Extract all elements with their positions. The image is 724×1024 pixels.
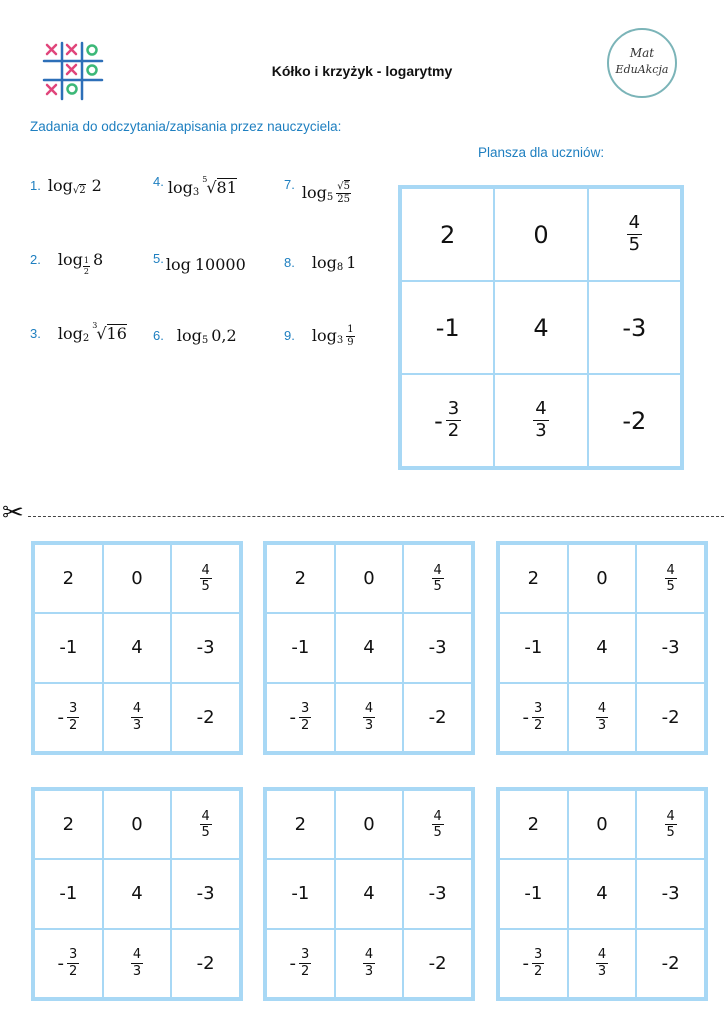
board-cell <box>636 683 705 752</box>
cell-value: -3 <box>428 637 447 659</box>
task-number: 7. <box>284 176 295 192</box>
board-cell <box>171 683 240 752</box>
cell-value: -3 <box>622 313 647 342</box>
brand-logo <box>605 26 679 100</box>
board-cell <box>34 683 103 752</box>
page-title: Kółko i krzyżyk - logarytmy <box>271 63 453 79</box>
board-cell <box>335 929 404 998</box>
cell-value: 0 <box>596 814 608 836</box>
cell-value: -1 <box>291 637 310 659</box>
cell-sign: - <box>434 406 443 435</box>
board-cell <box>403 929 472 998</box>
board-cell <box>568 544 637 613</box>
task-number: 5. <box>153 250 164 266</box>
cell-fraction: $\frac{4}{5}$ <box>666 562 675 595</box>
cell-value: 0 <box>596 568 608 590</box>
cell-value: -1 <box>524 637 543 659</box>
cell-value: -2 <box>661 952 680 974</box>
board-cell <box>494 281 587 374</box>
board-cell <box>34 859 103 928</box>
board-cell <box>34 929 103 998</box>
board-cell <box>401 188 494 281</box>
cell-value: -3 <box>661 883 680 905</box>
task-number: 2. <box>30 251 41 267</box>
student-board-copy <box>496 787 708 1001</box>
board-cell <box>568 613 637 682</box>
cell-value: 4 <box>131 637 143 659</box>
cell-value: -1 <box>524 883 543 905</box>
board-cell <box>499 683 568 752</box>
board-cell <box>568 859 637 928</box>
cell-value: -1 <box>59 637 78 659</box>
cell-fraction: $\frac{4}{5}$ <box>201 808 210 841</box>
cell-value: 2 <box>294 814 307 836</box>
board-cell <box>34 790 103 859</box>
scissors-icon: ✂ <box>2 497 24 527</box>
cell-value: -3 <box>661 637 680 659</box>
cell-value: 4 <box>596 637 608 659</box>
task-8: 8. log 8 1 <box>284 252 357 273</box>
board-cell <box>335 859 404 928</box>
teacher-heading: Zadania do odczytania/zapisania przez nauczyciela: <box>30 119 342 134</box>
cell-fraction: $\frac{4}{5}$ <box>433 562 442 595</box>
task-2: 2. log 1 2 8 <box>30 249 104 276</box>
task-3: 3. log 2 3 √ 16 <box>30 320 127 344</box>
board-cell <box>588 281 681 374</box>
cell-value: 2 <box>440 220 456 249</box>
task-number: 8. <box>284 254 295 270</box>
board-cell <box>335 683 404 752</box>
board-cell <box>568 683 637 752</box>
task-number: 9. <box>284 327 295 343</box>
cell-value: 2 <box>62 568 75 590</box>
board-cell <box>401 281 494 374</box>
cell-value: -2 <box>428 706 447 728</box>
cell-value: 0 <box>363 814 375 836</box>
board-cell <box>403 683 472 752</box>
task-number: 6. <box>153 327 164 343</box>
board-cell <box>403 790 472 859</box>
board-cell <box>403 544 472 613</box>
brand-line-1: Mat <box>629 46 655 60</box>
cell-fraction: $\frac{3}{2}$ <box>447 398 460 441</box>
board-cell <box>401 374 494 467</box>
board-cell <box>494 188 587 281</box>
board-cell <box>103 929 172 998</box>
brand-line-2: EduAkcja <box>615 63 669 76</box>
board-cell <box>266 613 335 682</box>
board-cell <box>636 790 705 859</box>
board-cell <box>266 929 335 998</box>
task-6: 6. log 5 0,2 <box>153 325 237 346</box>
student-heading: Plansza dla uczniów: <box>478 145 605 160</box>
cell-fraction: $\frac{3}{2}$ <box>68 947 78 979</box>
board-cell <box>636 613 705 682</box>
cell-value: -1 <box>435 313 460 342</box>
board-cell <box>636 859 705 928</box>
cell-sign: - <box>57 952 64 974</box>
board-cell <box>103 683 172 752</box>
board-cell <box>588 188 681 281</box>
board-cell <box>171 859 240 928</box>
cell-value: -2 <box>661 706 680 728</box>
board-cell <box>499 613 568 682</box>
board-cell <box>171 544 240 613</box>
cell-value: -2 <box>428 952 447 974</box>
cell-sign: - <box>289 706 296 728</box>
board-cell <box>171 929 240 998</box>
board-cell <box>636 929 705 998</box>
board-cell <box>103 544 172 613</box>
board-cell <box>588 374 681 467</box>
cell-fraction: $\frac{3}{2}$ <box>533 701 543 733</box>
student-board-copy <box>31 541 243 755</box>
cell-value: 0 <box>131 568 143 590</box>
cell-value: 4 <box>596 883 608 905</box>
task-number: 3. <box>30 325 41 341</box>
cell-sign: - <box>522 706 529 728</box>
task-7: 7. log 5 √5 25 <box>284 176 350 205</box>
cell-fraction: $\frac{4}{5}$ <box>433 808 442 841</box>
cell-value: 4 <box>363 637 375 659</box>
cell-value: 0 <box>363 568 375 590</box>
cell-value: -2 <box>622 406 647 435</box>
cell-value: 0 <box>131 814 143 836</box>
cell-value: -3 <box>428 883 447 905</box>
cell-fraction: $\frac{4}{3}$ <box>535 398 547 441</box>
board-cell <box>266 859 335 928</box>
cell-value: -1 <box>59 883 78 905</box>
student-board-copy <box>263 541 475 755</box>
board-cell <box>568 790 637 859</box>
board-cell <box>335 790 404 859</box>
cell-fraction: $\frac{4}{3}$ <box>132 947 142 979</box>
cell-fraction: $\frac{3}{2}$ <box>533 947 543 979</box>
cell-fraction: $\frac{3}{2}$ <box>68 701 78 733</box>
cell-value: 4 <box>533 313 549 342</box>
board-cell <box>171 790 240 859</box>
student-board-copy <box>496 541 708 755</box>
board-cell <box>403 859 472 928</box>
board-cell <box>103 790 172 859</box>
board-cell <box>335 613 404 682</box>
board-cell <box>266 683 335 752</box>
task-number: 1. <box>30 177 41 193</box>
board-cell <box>499 859 568 928</box>
board-cell <box>494 374 587 467</box>
student-board-copy <box>263 787 475 1001</box>
board-cell <box>34 544 103 613</box>
board-cell <box>499 790 568 859</box>
cell-fraction: $\frac{4}{3}$ <box>597 947 607 979</box>
cell-fraction: $\frac{4}{5}$ <box>628 212 641 255</box>
cell-value: -3 <box>196 883 215 905</box>
cell-fraction: $\frac{4}{3}$ <box>597 701 607 733</box>
task-9: 9. log 3 1 9 <box>284 323 354 348</box>
board-cell <box>499 544 568 613</box>
student-board-copy <box>31 787 243 1001</box>
board-cell <box>266 790 335 859</box>
board-cell <box>103 613 172 682</box>
cut-line <box>28 516 724 517</box>
board-cell <box>171 613 240 682</box>
cell-fraction: $\frac{3}{2}$ <box>300 947 310 979</box>
task-5: 5. log 10000 <box>153 250 246 274</box>
cell-fraction: $\frac{4}{3}$ <box>364 947 374 979</box>
cell-value: 4 <box>131 883 143 905</box>
cell-fraction: $\frac{4}{3}$ <box>364 701 374 733</box>
board-cell <box>335 544 404 613</box>
cell-sign: - <box>289 952 296 974</box>
cell-fraction: $\frac{4}{5}$ <box>201 562 210 595</box>
cell-value: 0 <box>533 220 549 249</box>
board-cell <box>34 613 103 682</box>
cell-value: 2 <box>294 568 307 590</box>
student-board <box>398 185 684 470</box>
cell-fraction: $\frac{4}{5}$ <box>666 808 675 841</box>
cell-sign: - <box>57 706 64 728</box>
task-number: 4. <box>153 173 164 189</box>
cell-value: -2 <box>196 952 215 974</box>
task-4: 4. log 3 5 √ 81 <box>153 173 237 198</box>
cell-fraction: $\frac{4}{3}$ <box>132 701 142 733</box>
task-1: 1. log √ 2 2 <box>30 175 102 196</box>
board-cell <box>499 929 568 998</box>
board-cell <box>103 859 172 928</box>
cell-value: -3 <box>196 637 215 659</box>
cell-value: -1 <box>291 883 310 905</box>
cell-value: 2 <box>527 568 540 590</box>
cell-fraction: $\frac{3}{2}$ <box>300 701 310 733</box>
cell-value: -2 <box>196 706 215 728</box>
cell-sign: - <box>522 952 529 974</box>
cell-value: 2 <box>527 814 540 836</box>
board-cell <box>266 544 335 613</box>
cell-value: 4 <box>363 883 375 905</box>
board-cell <box>403 613 472 682</box>
board-cell <box>636 544 705 613</box>
cell-value: 2 <box>62 814 75 836</box>
board-cell <box>568 929 637 998</box>
